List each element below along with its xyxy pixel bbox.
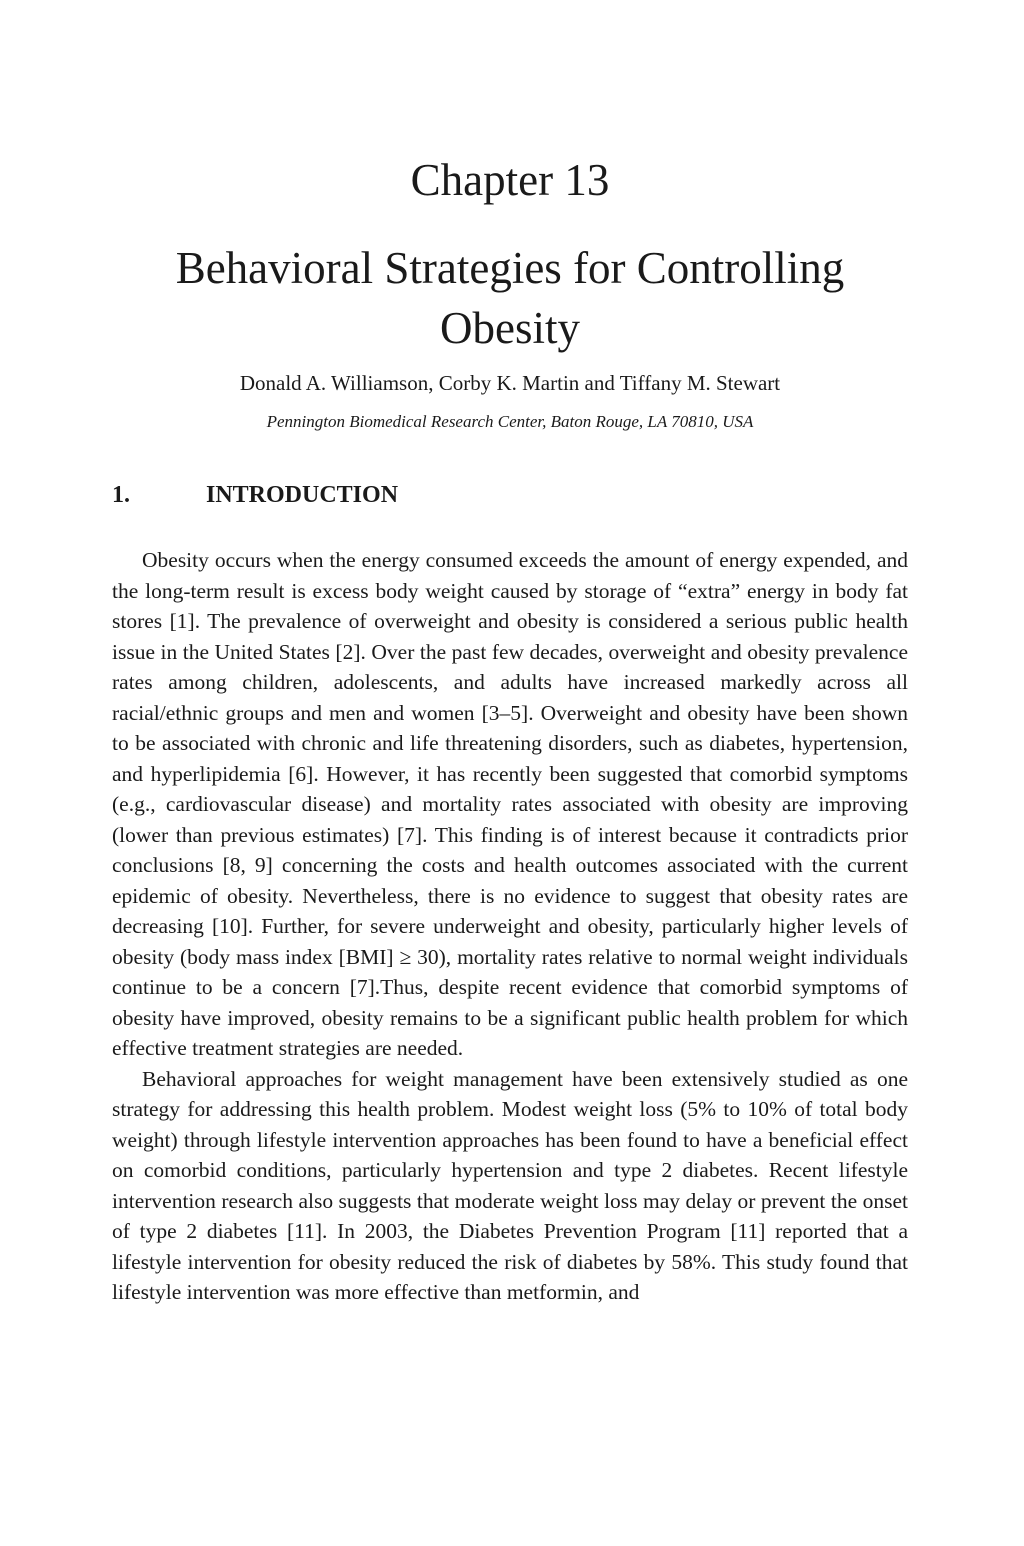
section-title: INTRODUCTION	[206, 482, 399, 508]
paragraph: Obesity occurs when the energy consumed exceeds the amount of energy expended, and the long-term result is excess body weight caused by storage of “extra” energy in body fat stores [1]. The prevalence of overweight and obesity is considered a serious public health issue in the United States [2]. Over the past few decades, overweight and obesity prevalence rates among children, adolescents, and adults have increased markedly across all racial/ethnic groups and men and women [3–5]. Overweight and obesity have been shown to be associated with chronic and life threatening disorders, such as diabetes, hypertension, and hyperlipidemia [6]. However, it has recently been suggested that comorbid symptoms (e.g., cardiovascular disease) and mortality rates associated with obesity are improving (lower than previous estimates) [7]. This finding is of interest because it contradicts prior conclusions [8, 9] concerning the costs and health outcomes associated with the current epidemic of obesity. Nevertheless, there is no evidence to suggest that obesity rates are decreasing [10]. Further, for severe underweight and obesity, particularly higher levels of obesity (body mass index [BMI] ≥ 30), mortality rates relative to normal weight individuals continue to be a concern [7].Thus, despite recent evidence that comorbid symptoms of obesity have improved, obesity remains to be a significant public health problem for which effective treatment strategies are needed.	[112, 548, 908, 1060]
section-number: 1.	[112, 482, 130, 508]
author-list: Donald A. Williamson, Corby K. Martin and Tiffany M. Stewart	[239, 371, 781, 395]
paragraph: Behavioral approaches for weight management have been extensively studied as one strategy for addressing this health problem. Modest weight loss (5% to 10% of total body weight) through lifestyle intervention approaches has been found to have a beneficial effect on comorbid conditions, particularly hypertension and type 2 diabetes. Recent lifestyle intervention research also suggests that moderate weight loss may delay or prevent the onset of type 2 diabetes [11]. In 2003, the Diabetes Prevention Program [11] reported that a lifestyle intervention for obesity reduced the risk of diabetes by 58%. This study found that lifestyle intervention was more effective than metformin, and	[112, 1066, 908, 1304]
chapter-title-line-2: Obesity	[440, 303, 580, 353]
chapter-title-line-1: Behavioral Strategies for Controlling	[175, 243, 845, 293]
section-heading	[112, 478, 908, 512]
author-affiliation: Pennington Biomedical Research Center, Baton Rouge, LA 70810, USA	[266, 412, 754, 431]
chapter-label: Chapter 13	[410, 155, 610, 205]
chapter-title	[112, 238, 908, 358]
body-text	[112, 545, 908, 1308]
